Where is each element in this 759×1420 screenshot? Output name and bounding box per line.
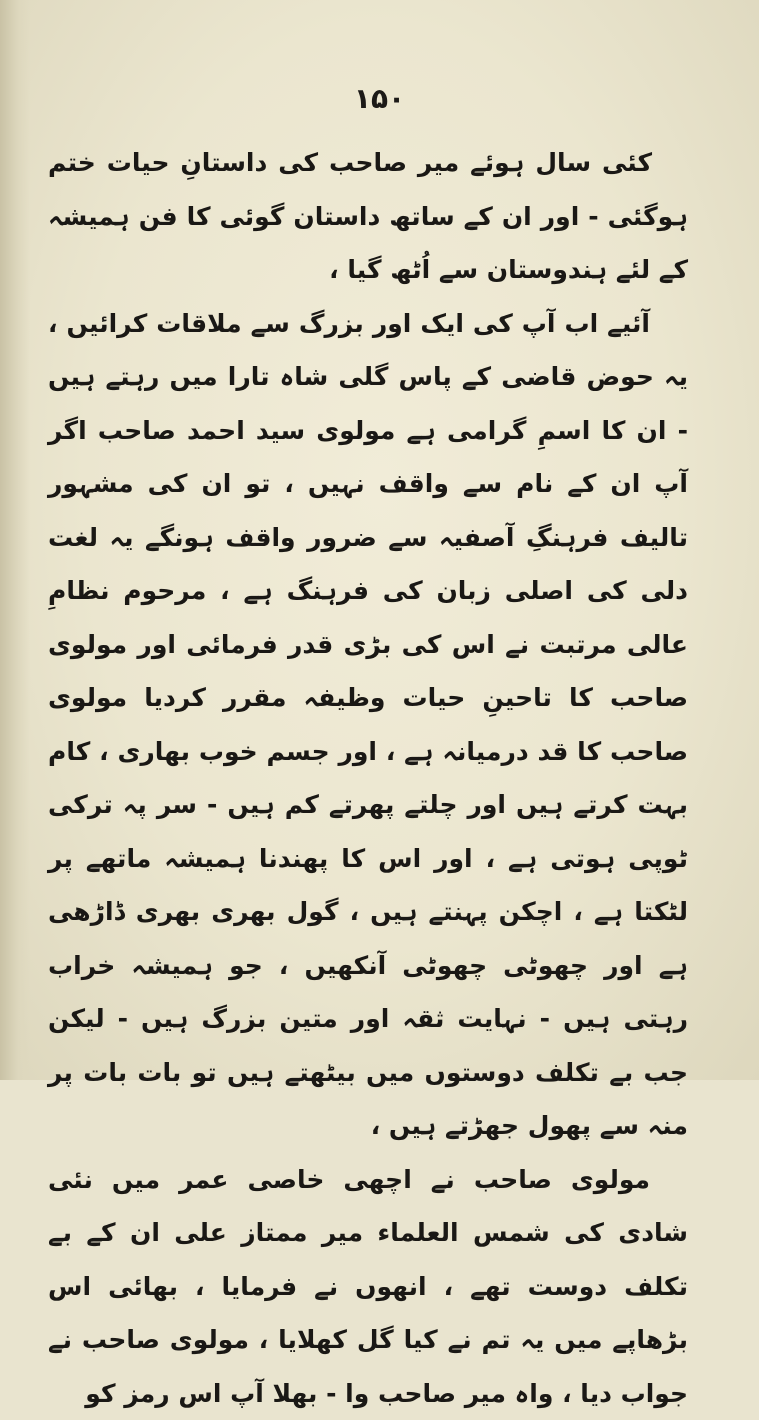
paragraph: آئیے اب آپ کی ایک اور بزرگ سے ملاقات کرائیں ، یہ حوض قاضی کے پاس گلی شاہ تارا میں رہتے ہیں - ان کا اسمِ گرامی ہے مولوی سید احمد صاحب اگر آپ ان کے نام سے واقف نہیں ، تو ان کی مشہور تالیف فرہنگِ آصفیہ سے ضرور واقف ہونگے یہ لغت دلی کی اصلی زبان کی فرہنگ ہے ، مرحوم نظامِ عالی مرتبت نے اس کی بڑی قدر فرمائی اور مولوی صاحب کا تاحینِ حیات وظیفہ مقرر کردیا مولوی صاحب کا قد درمیانہ ہے ، اور جسم خوب بھاری ، کام بہت کرتے ہیں اور چلتے پھرتے کم ہیں - سر پہ ترکی ٹوپی ہوتی ہے ، اور اس کا پھندنا ہمیشہ ماتھے پر لٹکتا ہے ، اچکن پہنتے ہیں ، گول بھری بھری ڈاڑھی ہے اور چھوٹی چھوٹی آنکھیں ، جو ہمیشہ خراب رہتی ہیں - نہایت ثقہ اور متین بزرگ ہیں - لیکن جب بے تکلف دوستوں میں بیٹھتے ہیں تو بات بات پر منہ سے پھول جھڑتے ہیں ، xyxy=(48,297,688,1153)
page-spine-shadow xyxy=(0,0,30,1080)
paragraph: مولوی صاحب نے اچھی خاصی عمر میں نئی شادی کی شمس العلماء میر ممتاز علی ان کے بے تکلف دوست تھے ، انھوں نے فرمایا ، بھائی اس بڑھاپے میں یہ تم نے کیا گل کھلایا ، مولوی صاحب نے جواب دیا ، واہ میر صاحب وا - بھلا آپ اس رمز کو xyxy=(48,1153,688,1420)
page-number: ۱۵۰ xyxy=(0,82,759,115)
paragraph: کئی سال ہوئے میر صاحب کی داستانِ حیات ختم ہوگئی - اور ان کے ساتھ داستان گوئی کا فن ہمیشہ کے لئے ہندوستان سے اُٹھ گیا ، xyxy=(48,136,688,297)
body-text xyxy=(48,136,688,1420)
